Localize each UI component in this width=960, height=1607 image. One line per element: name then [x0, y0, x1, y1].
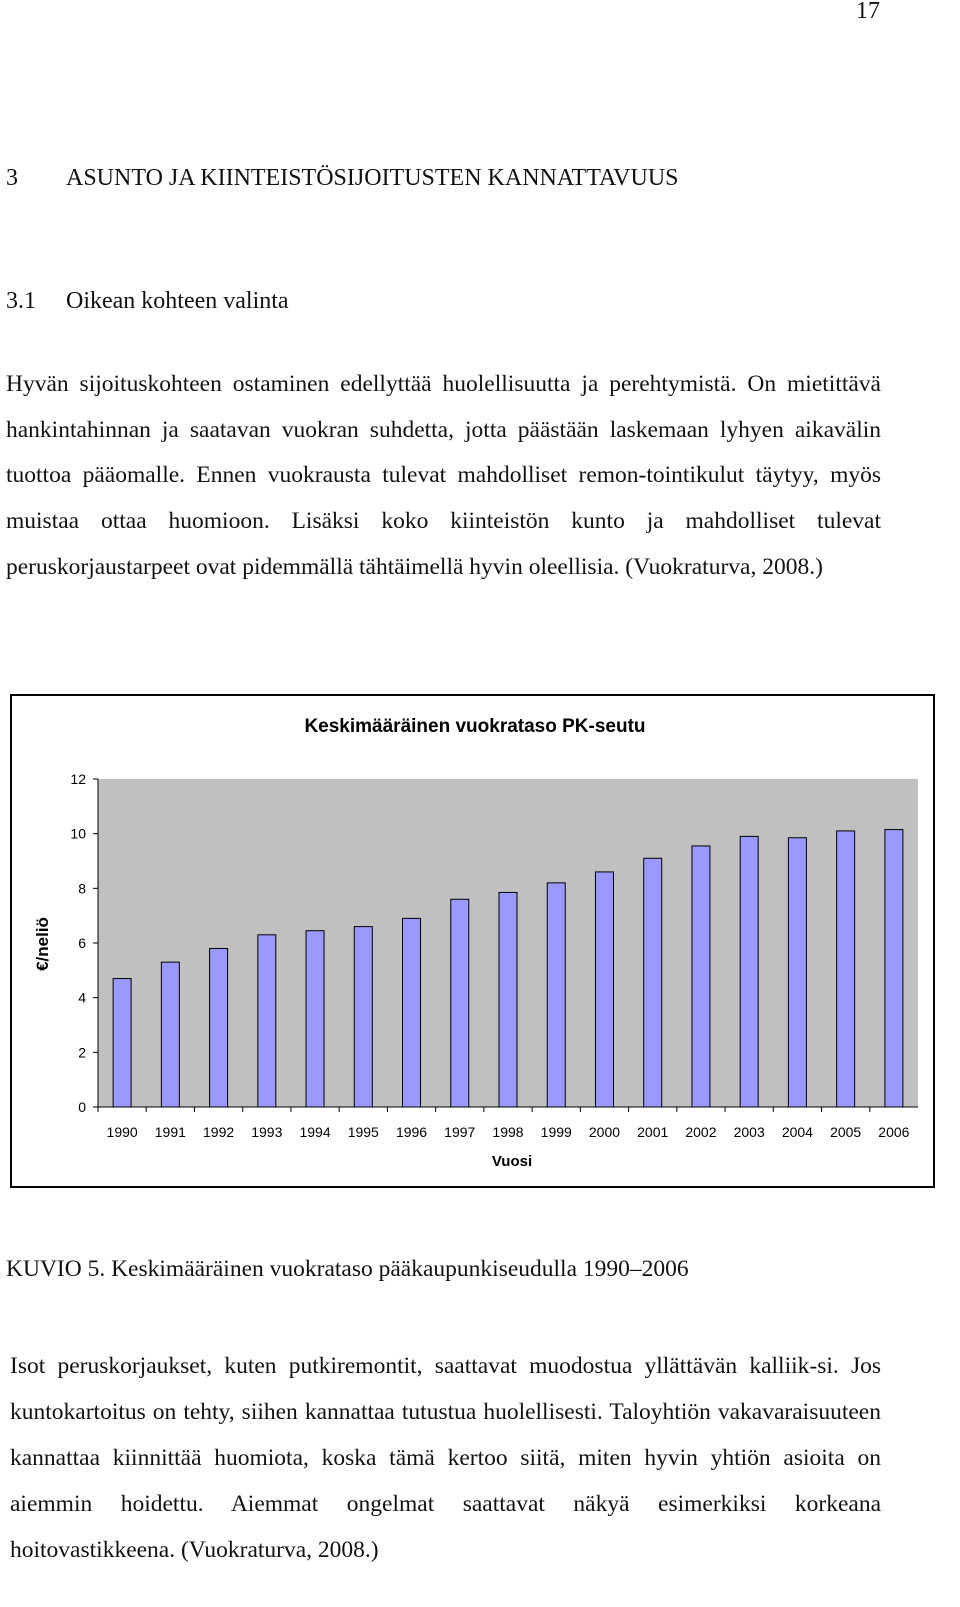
- x-tick-label: 2001: [637, 1124, 669, 1140]
- bar-2000: [595, 872, 613, 1107]
- y-tick-label: 2: [78, 1044, 86, 1061]
- bar-2001: [644, 858, 662, 1107]
- y-axis-label: €/neliö: [33, 917, 52, 971]
- body-paragraph-1: Hyvän sijoituskohteen ostaminen edellyttää huolellisuutta ja perehtymistä. On mietittävä hankintahinnan ja saatavan vuokran suhdetta, jotta päästään laskemaan lyhyen aikavälin tuottoa pääomalle. Ennen vuokrausta tulevat mahdolliset remon-tointikulut täytyy, myös muistaa ottaa huomioon. Lisäksi koko kiinteistön kunto ja mahdolliset tulevat peruskorjaustarpeet ovat pidemmällä tähtäimellä hyvin oleellisia. (Vuokraturva, 2008.): [6, 371, 881, 580]
- chapter-number: 3: [6, 165, 18, 191]
- x-tick-label: 1999: [540, 1124, 572, 1140]
- body-paragraph-2: Isot peruskorjaukset, kuten putkiremontit, saattavat muodostua yllättävän kalliik-si. Jos kuntokartoitus on tehty, siihen kannattaa tutustua huolellisesti. Taloyhtiön vakavaraisuuteen kannattaa kiinnittää huomiota, koska tämä kertoo siitä, miten hyvin yhtiön asioita on aiemmin hoidettu. Aiemmat ongelmat saattavat näkyä esimerkiksi korkeana hoitovastikkeena. (Vuokraturva, 2008.): [10, 1353, 881, 1563]
- x-tick-label: 2004: [781, 1124, 813, 1140]
- chapter-title: ASUNTO JA KIINTEISTÖSIJOITUSTEN KANNATTAVUUS: [66, 165, 679, 191]
- x-tick-label: 1995: [347, 1124, 379, 1140]
- y-axis: [70, 771, 98, 1115]
- section-heading: [6, 288, 289, 315]
- chart-svg: [12, 696, 933, 1186]
- x-tick-label: 2003: [733, 1124, 765, 1140]
- x-tick-label: 2006: [878, 1124, 910, 1140]
- x-tick-label: 1998: [492, 1124, 524, 1140]
- x-tick-label: 1997: [444, 1124, 476, 1140]
- y-tick-label: 8: [78, 880, 86, 897]
- bar-2003: [740, 836, 758, 1107]
- bar-1992: [210, 948, 228, 1107]
- x-tick-label: 1996: [395, 1124, 428, 1140]
- rent-level-chart: [10, 694, 935, 1188]
- x-axis-label: Vuosi: [491, 1153, 533, 1170]
- y-tick-label: 6: [78, 935, 86, 951]
- section-number: 3.1: [6, 288, 36, 314]
- bar-1990: [113, 979, 131, 1107]
- page-number: 17: [856, 0, 880, 24]
- x-tick-label: 1993: [251, 1124, 283, 1140]
- y-tick-label: 4: [78, 989, 86, 1006]
- bar-2002: [692, 846, 710, 1107]
- x-tick-label: 1994: [299, 1124, 331, 1140]
- bar-1994: [306, 931, 324, 1107]
- bar-2004: [788, 838, 806, 1107]
- x-tick-label: 1992: [203, 1124, 235, 1140]
- bar-1993: [258, 935, 276, 1107]
- bar-1996: [403, 918, 421, 1107]
- figure-caption: KUVIO 5. Keskimääräinen vuokrataso pääkaupunkiseudulla 1990–2006: [6, 1256, 689, 1282]
- x-axis: [98, 1107, 918, 1140]
- bar-1995: [354, 927, 372, 1107]
- x-tick-label: 2005: [830, 1124, 862, 1140]
- y-tick-label: 10: [70, 825, 86, 842]
- bar-1991: [161, 962, 179, 1107]
- x-tick-label: 1990: [106, 1124, 138, 1140]
- x-tick-label: 2002: [685, 1124, 717, 1140]
- bar-1998: [499, 892, 517, 1107]
- bar-1997: [451, 899, 469, 1107]
- bar-1999: [547, 883, 565, 1107]
- chart-title: Keskimääräinen vuokrataso PK-seutu: [304, 716, 646, 737]
- bar-2006: [885, 830, 903, 1107]
- section-title: Oikean kohteen valinta: [66, 288, 289, 314]
- x-tick-label: 2000: [588, 1124, 621, 1140]
- y-tick-label: 12: [70, 771, 86, 787]
- y-tick-label: 0: [78, 1099, 86, 1115]
- chapter-heading: [6, 165, 679, 192]
- x-tick-label: 1991: [154, 1124, 186, 1140]
- bar-2005: [837, 831, 855, 1107]
